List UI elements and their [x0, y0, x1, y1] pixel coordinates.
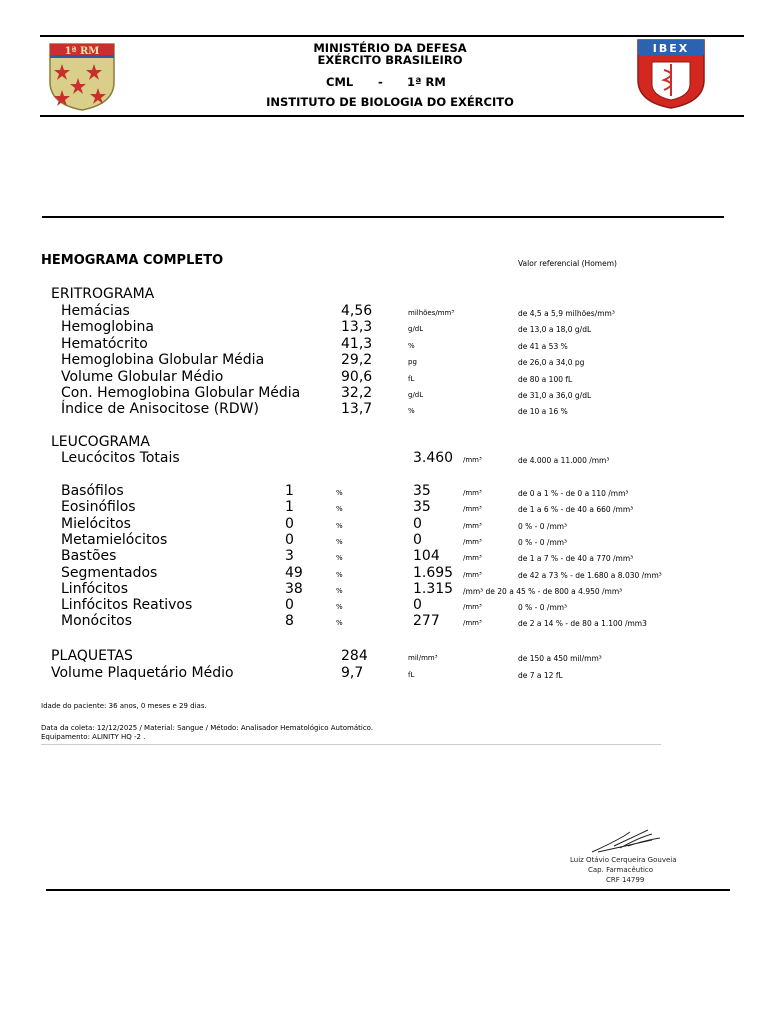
- leucocitos-totais-unit: /mm³: [463, 456, 482, 464]
- signature-scribble: [590, 826, 680, 856]
- leucograma-row-name: Segmentados: [61, 564, 158, 581]
- eritrograma-row-ref: de 31,0 a 36,0 g/dL: [518, 391, 592, 400]
- eritrograma-row-name: Hematócrito: [61, 335, 148, 352]
- leucograma-label: LEUCOGRAMA: [51, 434, 150, 450]
- signature-rank: Cap. Farmacêutico: [588, 866, 654, 874]
- header-bottom-rule: [40, 115, 744, 117]
- patient-age: Idade do paciente: 36 anos, 0 meses e 29 dias.: [41, 702, 207, 710]
- exam-title: HEMOGRAMA COMPLETO: [41, 253, 224, 268]
- unit-separator: -: [378, 75, 383, 89]
- eritrograma-row-value: 32,2: [341, 385, 373, 401]
- footer-divider: [41, 744, 661, 745]
- eritrograma-row-unit: g/dL: [408, 325, 424, 334]
- section-rule: [42, 216, 724, 218]
- leucograma-row-pct-unit: %: [336, 505, 343, 514]
- signature-crf: CRF 14799: [606, 876, 645, 884]
- eritrograma-row-name: Índice de Anisocitose (RDW): [61, 401, 259, 418]
- leucocitos-totais-ref: de 4.000 a 11.000 /mm³: [518, 456, 610, 465]
- leucograma-row-abs: 35: [413, 483, 431, 499]
- eritrograma-row-ref: de 4,5 a 5,9 milhões/mm³: [518, 309, 615, 318]
- leucograma-row-abs: 1.695: [413, 564, 454, 581]
- collection-info: Data da coleta: 12/12/2025 / Material: Sangue / Método: Analisador Hematológico Automático.: [41, 724, 374, 732]
- leucograma-row-abs-unit: /mm³: [463, 505, 482, 514]
- right-logo: [636, 38, 706, 110]
- leucograma-row-name: Basófilos: [61, 483, 124, 499]
- leucograma-row-name: Metamielócitos: [61, 531, 168, 548]
- leucograma-row-ref: 0 % - 0 /mm³: [518, 603, 568, 613]
- eritrograma-row-unit: fL: [408, 374, 415, 383]
- leucograma-row-pct: 1: [285, 483, 294, 499]
- leucograma-row-name: Bastões: [61, 548, 117, 565]
- leucograma-row-pct-unit: %: [336, 554, 343, 563]
- eritrograma-row-name: Hemoglobina: [61, 319, 154, 336]
- plaquetas-row-name: PLAQUETAS: [51, 648, 133, 664]
- leucograma-row-abs: 0: [413, 531, 422, 548]
- eritrograma-row-value: 90,6: [341, 368, 373, 385]
- leucograma-row-abs-unit: /mm³: [463, 554, 482, 563]
- leucograma-row-pct: 3: [285, 548, 294, 565]
- army-title: EXÉRCITO BRASILEIRO: [317, 53, 463, 67]
- leucograma-row-abs: 0: [413, 597, 422, 614]
- plaquetas-row-ref: de 150 a 450 mil/mm³: [518, 654, 602, 663]
- leucograma-row-pct: 49: [285, 564, 303, 581]
- svg-text:IBEX: IBEX: [652, 42, 690, 55]
- leucograma-row-pct-unit: %: [336, 603, 343, 612]
- eritrograma-row-name: Hemácias: [61, 303, 130, 319]
- leucograma-row-ref: de 0 a 1 % - de 0 a 110 /mm³: [518, 489, 629, 498]
- ministry-title: MINISTÉRIO DA DEFESA: [313, 41, 467, 55]
- leucograma-row-ref: de 1 a 7 % - de 40 a 770 /mm³: [518, 554, 634, 564]
- leucograma-row-pct-unit: %: [336, 489, 343, 497]
- page-bottom-rule: [46, 889, 730, 891]
- leucograma-row-abs: 277: [413, 613, 440, 630]
- leucograma-row-abs: 0: [413, 515, 422, 532]
- leucograma-row-abs-unit: /mm³: [463, 521, 482, 530]
- eritrograma-row-value: 29,2: [341, 352, 373, 369]
- leucograma-row-name: Eosinófilos: [61, 499, 136, 516]
- leucograma-row-ref: de 42 a 73 % - de 1.680 a 8.030 /mm³: [518, 570, 662, 580]
- leucograma-row-abs-unit: /mm³: [463, 489, 482, 497]
- leucograma-row-pct-unit: %: [336, 537, 343, 546]
- eritrograma-row-unit: g/dL: [408, 391, 424, 399]
- leucograma-row-pct: 0: [285, 515, 294, 532]
- leucograma-row-abs: 1.315: [413, 580, 454, 597]
- eritrograma-row-name: Con. Hemoglobina Globular Média: [61, 385, 301, 401]
- eritrograma-row-ref: de 41 a 53 %: [518, 341, 568, 351]
- reference-header: Valor referencial (Homem): [518, 259, 617, 268]
- eritrograma-row-value: 13,3: [341, 319, 373, 336]
- eritrograma-row-value: 41,3: [341, 335, 373, 352]
- leucograma-row-pct-unit: %: [336, 586, 343, 595]
- left-logo: [48, 42, 116, 112]
- leucograma-row-pct: 0: [285, 531, 294, 548]
- leucograma-row-pct: 38: [285, 580, 303, 597]
- eritrograma-row-name: Volume Globular Médio: [61, 368, 224, 385]
- leucograma-row-pct-unit: %: [336, 619, 343, 628]
- plaquetas-row-unit: mil/mm³: [408, 654, 438, 662]
- eritrograma-row-unit: %: [408, 407, 415, 416]
- plaquetas-row-name: Volume Plaquetário Médio: [51, 664, 234, 681]
- eritrograma-row-value: 13,7: [341, 401, 373, 418]
- eritrograma-row-value: 4,56: [341, 303, 373, 319]
- leucograma-row-pct-unit: %: [336, 521, 343, 530]
- eritrograma-row-unit: milhões/mm³: [408, 309, 455, 317]
- eritrograma-row-ref: de 10 a 16 %: [518, 407, 568, 417]
- leucograma-row-ref: de 1 a 6 % - de 40 a 660 /mm³: [518, 505, 634, 515]
- leucograma-row-pct-unit: %: [336, 570, 343, 579]
- leucograma-row-name: Linfócitos Reativos: [61, 597, 193, 614]
- leucocitos-totais-name: Leucócitos Totais: [61, 450, 180, 466]
- leucocitos-totais-value: 3.460: [413, 450, 454, 466]
- plaquetas-row-ref: de 7 a 12 fL: [518, 670, 563, 680]
- leucograma-row-abs-unit: /mm³: [463, 603, 482, 612]
- leucograma-row-ref: 0 % - 0 /mm³: [518, 521, 568, 531]
- leucograma-row-abs-unit: /mm³: [463, 570, 482, 579]
- plaquetas-row-value: 9,7: [341, 664, 364, 681]
- leucograma-row-abs-unit: /mm³: [463, 619, 482, 628]
- leucograma-row-name: Mielócitos: [61, 515, 131, 532]
- plaquetas-row-unit: fL: [408, 670, 415, 679]
- equipment-info: Equipamento: ALINITY HQ -2 .: [41, 733, 146, 741]
- leucograma-row-ref: /mm³ de 20 a 45 % - de 800 a 4.950 /mm³: [463, 586, 623, 596]
- eritrograma-row-name: Hemoglobina Globular Média: [61, 352, 265, 369]
- institute-title: INSTITUTO DE BIOLOGIA DO EXÉRCITO: [266, 95, 514, 109]
- leucograma-row-abs: 35: [413, 499, 431, 516]
- eritrograma-row-unit: %: [408, 341, 415, 350]
- plaquetas-row-value: 284: [341, 648, 368, 664]
- svg-text:1ª RM: 1ª RM: [64, 46, 100, 57]
- eritrograma-row-ref: de 13,0 a 18,0 g/dL: [518, 325, 592, 335]
- unit-left: CML: [326, 75, 354, 89]
- eritrograma-row-ref: de 80 a 100 fL: [518, 374, 573, 384]
- leucograma-row-name: Linfócitos: [61, 580, 128, 597]
- leucograma-row-ref: 0 % - 0 /mm³: [518, 537, 568, 547]
- leucograma-row-pct: 1: [285, 499, 294, 516]
- header-top-rule: [40, 35, 744, 37]
- eritrograma-row-ref: de 26,0 a 34,0 pg: [518, 358, 585, 368]
- unit-right: 1ª RM: [407, 75, 446, 89]
- leucograma-row-pct: 0: [285, 597, 294, 614]
- leucograma-row-pct: 8: [285, 613, 294, 630]
- eritrograma-row-unit: pg: [408, 358, 417, 367]
- signature-name: Luiz Otávio Cerqueira Gouveia: [570, 856, 677, 864]
- leucograma-row-name: Monócitos: [61, 613, 133, 630]
- eritrograma-label: ERITROGRAMA: [51, 286, 155, 302]
- leucograma-row-abs: 104: [413, 548, 440, 565]
- leucograma-row-ref: de 2 a 14 % - de 80 a 1.100 /mm3: [518, 619, 647, 629]
- leucograma-row-abs-unit: /mm³: [463, 537, 482, 546]
